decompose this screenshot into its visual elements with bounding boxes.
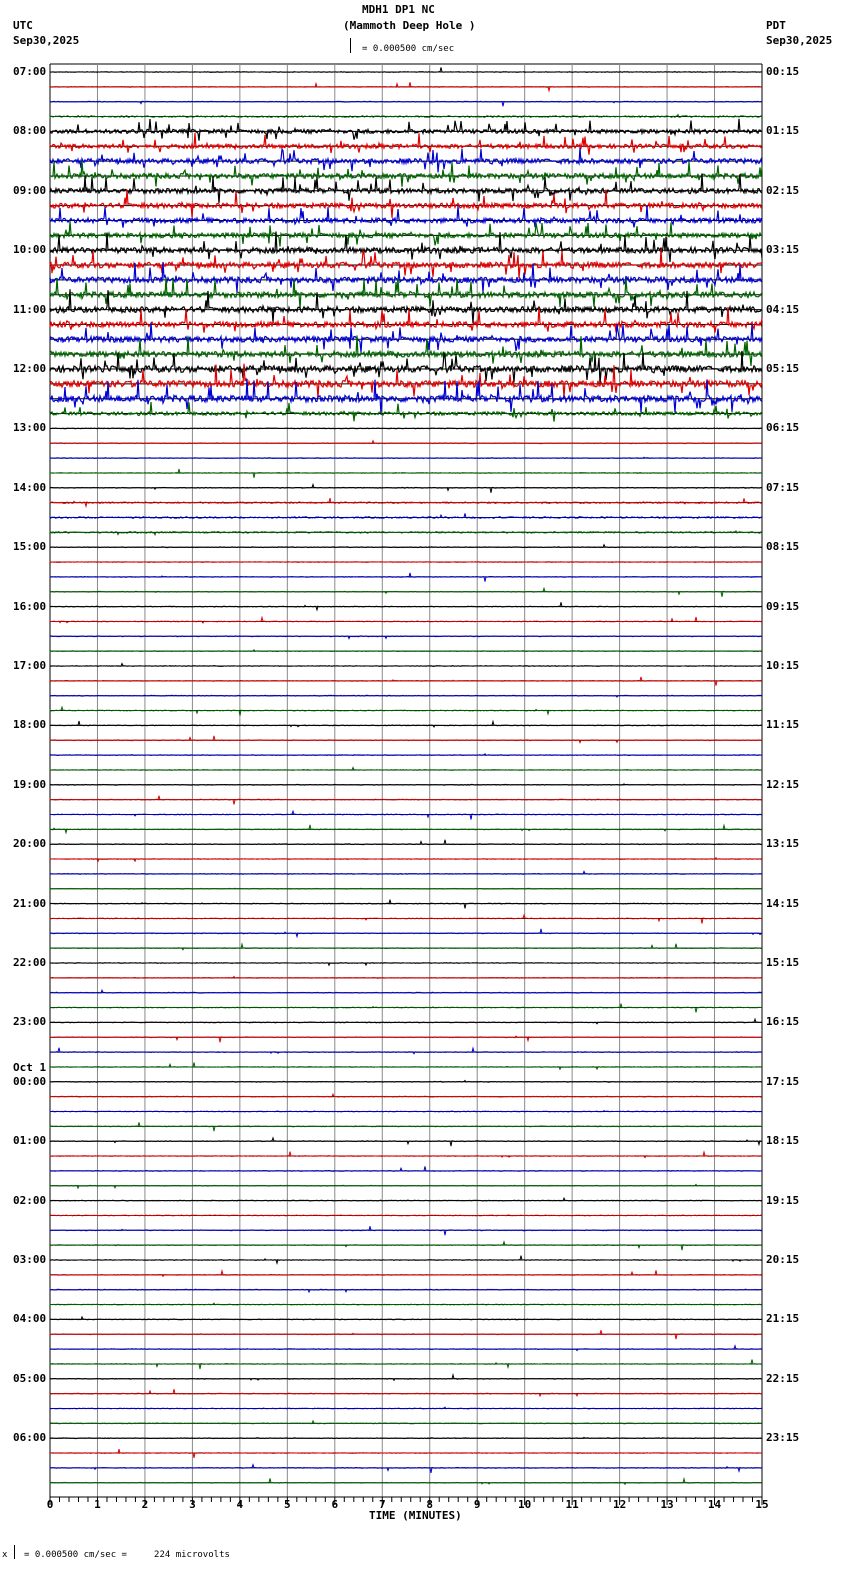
pdt-hour-label: 01:15	[766, 124, 800, 138]
pdt-hour-label: 03:15	[766, 243, 800, 257]
pdt-hour-label: 16:15	[766, 1015, 800, 1029]
utc-hour-label: 23:00	[13, 1015, 47, 1029]
utc-hour-label: 10:00	[13, 243, 47, 257]
x-tick-label: 9	[473, 1498, 481, 1511]
utc-hour-label: 18:00	[13, 718, 47, 732]
utc-hour-label: 14:00	[13, 480, 47, 494]
x-tick-label: 8	[426, 1498, 434, 1511]
utc-hour-label: 06:00	[13, 1431, 47, 1445]
x-tick-label: 0	[46, 1498, 54, 1511]
pdt-hour-label: 21:15	[766, 1312, 800, 1326]
pdt-hour-label: 11:15	[766, 718, 800, 732]
right-timezone: PDT	[766, 19, 786, 32]
left-date: Sep30,2025	[13, 34, 80, 47]
utc-hour-label: 08:00	[13, 124, 47, 138]
utc-hour-label: 11:00	[13, 302, 47, 316]
pdt-hour-label: 17:15	[766, 1074, 800, 1088]
pdt-hour-label: 06:15	[766, 421, 800, 435]
pdt-hour-label: 07:15	[766, 480, 800, 494]
utc-hour-label: 09:00	[13, 183, 47, 197]
footer-scale-text: = 0.000500 cm/sec = 224 microvolts	[24, 1550, 230, 1560]
pdt-hour-label: 09:15	[766, 599, 800, 613]
pdt-hour-label: 05:15	[766, 362, 800, 375]
x-tick-label: 11	[565, 1498, 579, 1511]
x-axis-title: TIME (MINUTES)	[369, 1509, 462, 1522]
x-tick-label: 7	[378, 1498, 386, 1511]
pdt-hour-label: 23:15	[766, 1431, 800, 1445]
pdt-hour-label: 04:15	[766, 302, 800, 316]
utc-hour-label: 13:00	[13, 421, 47, 435]
x-tick-label: 13	[660, 1498, 674, 1511]
x-tick-label: 1	[94, 1498, 101, 1511]
x-tick-label: 10	[518, 1498, 532, 1511]
x-tick-label: 12	[612, 1498, 627, 1511]
x-tick-label: 14	[707, 1498, 722, 1511]
pdt-hour-label: 00:15	[766, 65, 800, 78]
utc-hour-label: 17:00	[13, 659, 47, 672]
date-change-label: Oct 1	[13, 1060, 47, 1074]
footer-marker: x	[2, 1550, 8, 1560]
station-title: MDH1 DP1 NC	[362, 3, 435, 16]
x-tick-label: 4	[236, 1498, 244, 1511]
pdt-hour-label: 20:15	[766, 1253, 800, 1266]
utc-hour-label: 03:00	[13, 1253, 47, 1266]
utc-hour-label: 05:00	[13, 1371, 47, 1385]
pdt-hour-label: 10:15	[766, 659, 800, 672]
utc-hour-label: 04:00	[13, 1312, 47, 1326]
pdt-hour-label: 12:15	[766, 777, 800, 791]
utc-hour-label: 07:00	[13, 65, 47, 78]
x-tick-label: 2	[141, 1498, 149, 1511]
utc-hour-label: 12:00	[13, 362, 47, 375]
utc-hour-label: 02:00	[13, 1193, 47, 1207]
station-subtitle: (Mammoth Deep Hole )	[343, 19, 476, 32]
utc-hour-label: 00:00	[13, 1074, 47, 1088]
pdt-hour-label: 02:15	[766, 183, 800, 197]
x-tick-label: 3	[189, 1498, 196, 1511]
pdt-hour-label: 18:15	[766, 1134, 800, 1148]
x-tick-label: 15	[755, 1498, 769, 1511]
utc-hour-label: 19:00	[13, 777, 47, 791]
utc-hour-label: 20:00	[13, 837, 47, 851]
pdt-hour-label: 19:15	[766, 1193, 800, 1207]
pdt-hour-label: 08:15	[766, 540, 800, 554]
utc-hour-label: 16:00	[13, 599, 47, 613]
utc-hour-label: 21:00	[13, 896, 47, 910]
x-tick-label: 5	[284, 1498, 291, 1511]
pdt-hour-label: 22:15	[766, 1371, 800, 1385]
pdt-hour-label: 13:15	[766, 837, 800, 851]
footer-scale-bar-icon	[14, 1545, 15, 1559]
right-date: Sep30,2025	[766, 34, 833, 47]
left-timezone: UTC	[13, 19, 33, 32]
pdt-hour-label: 14:15	[766, 896, 800, 910]
x-tick-label: 6	[331, 1498, 339, 1511]
pdt-hour-label: 15:15	[766, 956, 800, 969]
utc-hour-label: 15:00	[13, 540, 47, 554]
scale-text: = 0.000500 cm/sec	[362, 44, 455, 54]
utc-hour-label: 01:00	[13, 1134, 47, 1148]
utc-hour-label: 22:00	[13, 956, 47, 969]
